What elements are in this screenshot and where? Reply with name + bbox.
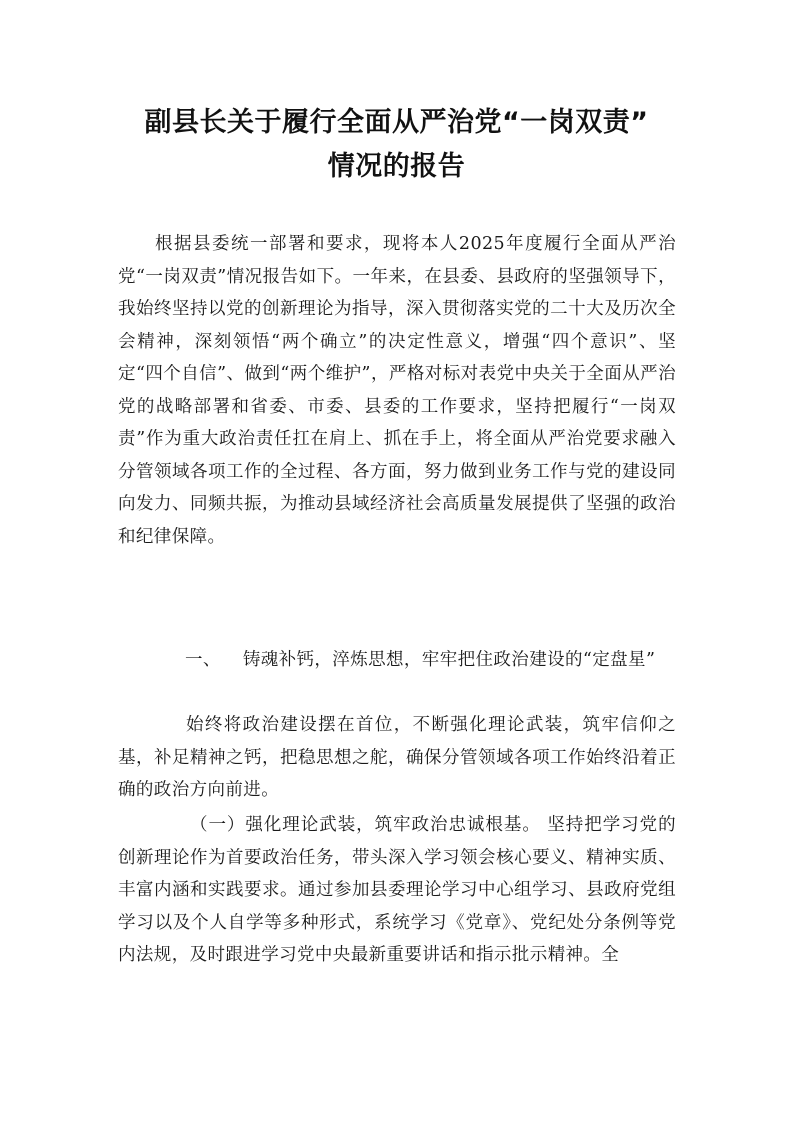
section-1-heading: [185, 644, 655, 677]
intro-paragraph: 根据县委统一部署和要求，现将本人2025年度履行全面从严治党“一岗双责”情况报告如下。一年来，在县委、县政府的坚强领导下，我始终坚持以党的创新理论为指导，深入贯彻落实党的二十大及历次全会精神，深刻领悟“两个确立”的决定性意义，增强“四个意识”、坚定“四个自信”、做到“两个维护”，严格对标对表党中央关于全面从严治党的战略部署和省委、市委、县委的工作要求，坚持把履行“一岗双责”作为重大政治责任扛在肩上、抓在手上，将全面从严治党要求融入分管领域各项工作的全过程、各方面，努力做到业务工作与党的建设同向发力、同频共振，为推动县域经济社会高质量发展提供了坚强的政治和纪律保障。: [118, 234, 676, 547]
document-title-line-2: 情况的报告: [327, 151, 466, 182]
section-1-paragraph: 始终将政治建设摆在首位，不断强化理论武装，筑牢信仰之基，补足精神之钙，把稳思想之舵，确保分管领域各项工作始终沿着正确的政治方向前进。: [118, 715, 676, 800]
section-1-heading-text: 铸魂补钙，淬炼思想，牢牢把住政治建设的“定盘星”: [242, 650, 656, 670]
section-1-number: 一、: [185, 650, 221, 670]
subsection-1-paragraph: （一）强化理论武装，筑牢政治忠诚根基。 坚持把学习党的创新理论作为首要政治任务，带头深入学习领会核心要义、精神实质、丰富内涵和实践要求。通过参加县委理论学习中心组学习、县政府党组学习以及个人自学等多种形式，系统学习《党章》、党纪处分条例等党内法规，及时跟进学习党中央最新重要讲话和指示批示精神。全: [118, 815, 676, 965]
document-title-line-1: 副县长关于履行全面从严治党“一岗双责”: [144, 107, 649, 138]
